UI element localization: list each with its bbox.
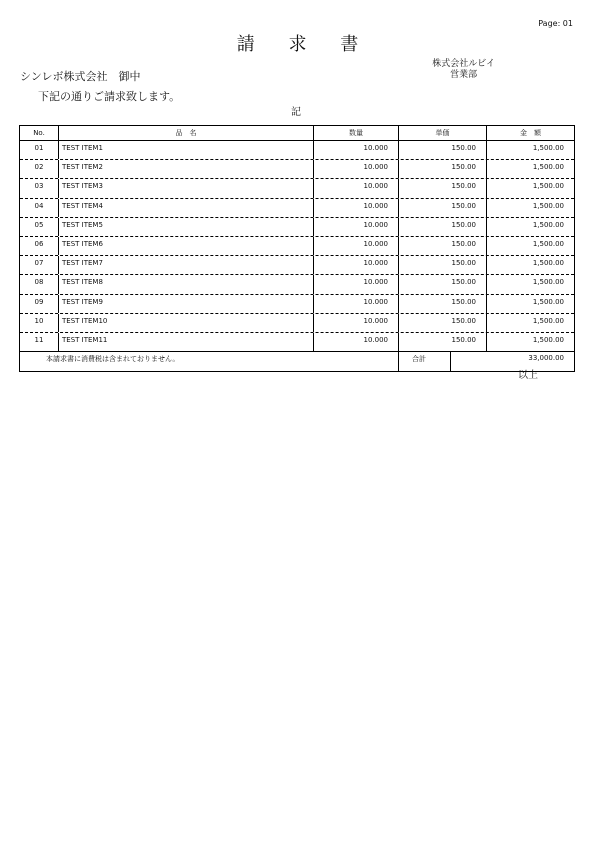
header-amount: 金 額 xyxy=(520,129,541,137)
row-name: TEST ITEM4 xyxy=(59,199,314,217)
closing-mark: 以上 xyxy=(518,370,538,381)
row-no: 10 xyxy=(20,314,59,332)
table-row xyxy=(20,199,574,218)
row-price: 150.00 xyxy=(399,218,487,236)
table-row xyxy=(20,275,574,294)
row-name: TEST ITEM7 xyxy=(59,256,314,274)
header-price: 単価 xyxy=(399,126,487,140)
page-number: Page: 01 xyxy=(538,19,573,28)
recipient: シンレボ株式会社 御中 xyxy=(20,70,141,83)
row-amount: 1,500.00 xyxy=(532,316,564,325)
table-row xyxy=(20,141,574,160)
table-body xyxy=(20,141,574,352)
total-value: 33,000.00 xyxy=(528,354,564,363)
row-price: 150.00 xyxy=(399,314,487,332)
row-name: TEST ITEM1 xyxy=(59,141,314,159)
tax-note: 本請求書に消費税は含まれておりません。 xyxy=(20,352,399,371)
row-no: 01 xyxy=(20,141,59,159)
table-row xyxy=(20,256,574,275)
table-row xyxy=(20,314,574,333)
document-title: 請 求 書 xyxy=(236,34,373,55)
row-name: TEST ITEM11 xyxy=(59,333,314,351)
row-qty: 10.000 xyxy=(314,295,399,313)
sender-block xyxy=(432,59,495,81)
row-qty: 10.000 xyxy=(314,314,399,332)
row-amount: 1,500.00 xyxy=(532,335,564,344)
sender-company: 株式会社ルビイ xyxy=(432,59,495,69)
row-price: 150.00 xyxy=(399,256,487,274)
header-qty: 数量 xyxy=(314,126,399,140)
row-amount: 1,500.00 xyxy=(532,239,564,248)
row-no: 06 xyxy=(20,237,59,255)
table-footer xyxy=(20,352,574,371)
row-name: TEST ITEM6 xyxy=(59,237,314,255)
row-price: 150.00 xyxy=(399,141,487,159)
invoice-table xyxy=(19,125,575,372)
row-price: 150.00 xyxy=(399,160,487,178)
total-label: 合計 xyxy=(399,352,451,371)
row-amount: 1,500.00 xyxy=(532,278,564,287)
row-name: TEST ITEM8 xyxy=(59,275,314,293)
table-row xyxy=(20,333,574,352)
sender-department: 営業部 xyxy=(450,70,478,80)
row-name: TEST ITEM2 xyxy=(59,160,314,178)
row-no: 05 xyxy=(20,218,59,236)
row-no: 03 xyxy=(20,179,59,197)
row-price: 150.00 xyxy=(399,237,487,255)
row-no: 02 xyxy=(20,160,59,178)
row-name: TEST ITEM9 xyxy=(59,295,314,313)
ki-mark: 記 xyxy=(291,107,301,118)
row-amount: 1,500.00 xyxy=(532,259,564,268)
row-qty: 10.000 xyxy=(314,333,399,351)
row-amount: 1,500.00 xyxy=(532,297,564,306)
row-name: TEST ITEM5 xyxy=(59,218,314,236)
row-amount: 1,500.00 xyxy=(532,144,564,152)
table-row xyxy=(20,160,574,179)
row-no: 08 xyxy=(20,275,59,293)
row-no: 04 xyxy=(20,199,59,217)
row-qty: 10.000 xyxy=(314,160,399,178)
table-header xyxy=(20,126,574,141)
row-amount: 1,500.00 xyxy=(532,163,564,172)
row-amount: 1,500.00 xyxy=(532,182,564,191)
row-qty: 10.000 xyxy=(314,237,399,255)
header-name: 品 名 xyxy=(59,126,314,140)
table-row xyxy=(20,218,574,237)
row-name: TEST ITEM10 xyxy=(59,314,314,332)
row-qty: 10.000 xyxy=(314,199,399,217)
row-qty: 10.000 xyxy=(314,141,399,159)
row-amount: 1,500.00 xyxy=(532,220,564,229)
row-price: 150.00 xyxy=(399,295,487,313)
intro-text: 下記の通りご請求致します。 xyxy=(38,90,181,103)
row-no: 09 xyxy=(20,295,59,313)
row-price: 150.00 xyxy=(399,179,487,197)
row-qty: 10.000 xyxy=(314,218,399,236)
row-name: TEST ITEM3 xyxy=(59,179,314,197)
row-price: 150.00 xyxy=(399,199,487,217)
table-row xyxy=(20,179,574,198)
row-qty: 10.000 xyxy=(314,179,399,197)
row-no: 11 xyxy=(20,333,59,351)
header-no: No. xyxy=(20,126,59,140)
table-row xyxy=(20,295,574,314)
row-price: 150.00 xyxy=(399,333,487,351)
row-qty: 10.000 xyxy=(314,275,399,293)
row-amount: 1,500.00 xyxy=(532,201,564,210)
row-no: 07 xyxy=(20,256,59,274)
table-row xyxy=(20,237,574,256)
row-qty: 10.000 xyxy=(314,256,399,274)
row-price: 150.00 xyxy=(399,275,487,293)
